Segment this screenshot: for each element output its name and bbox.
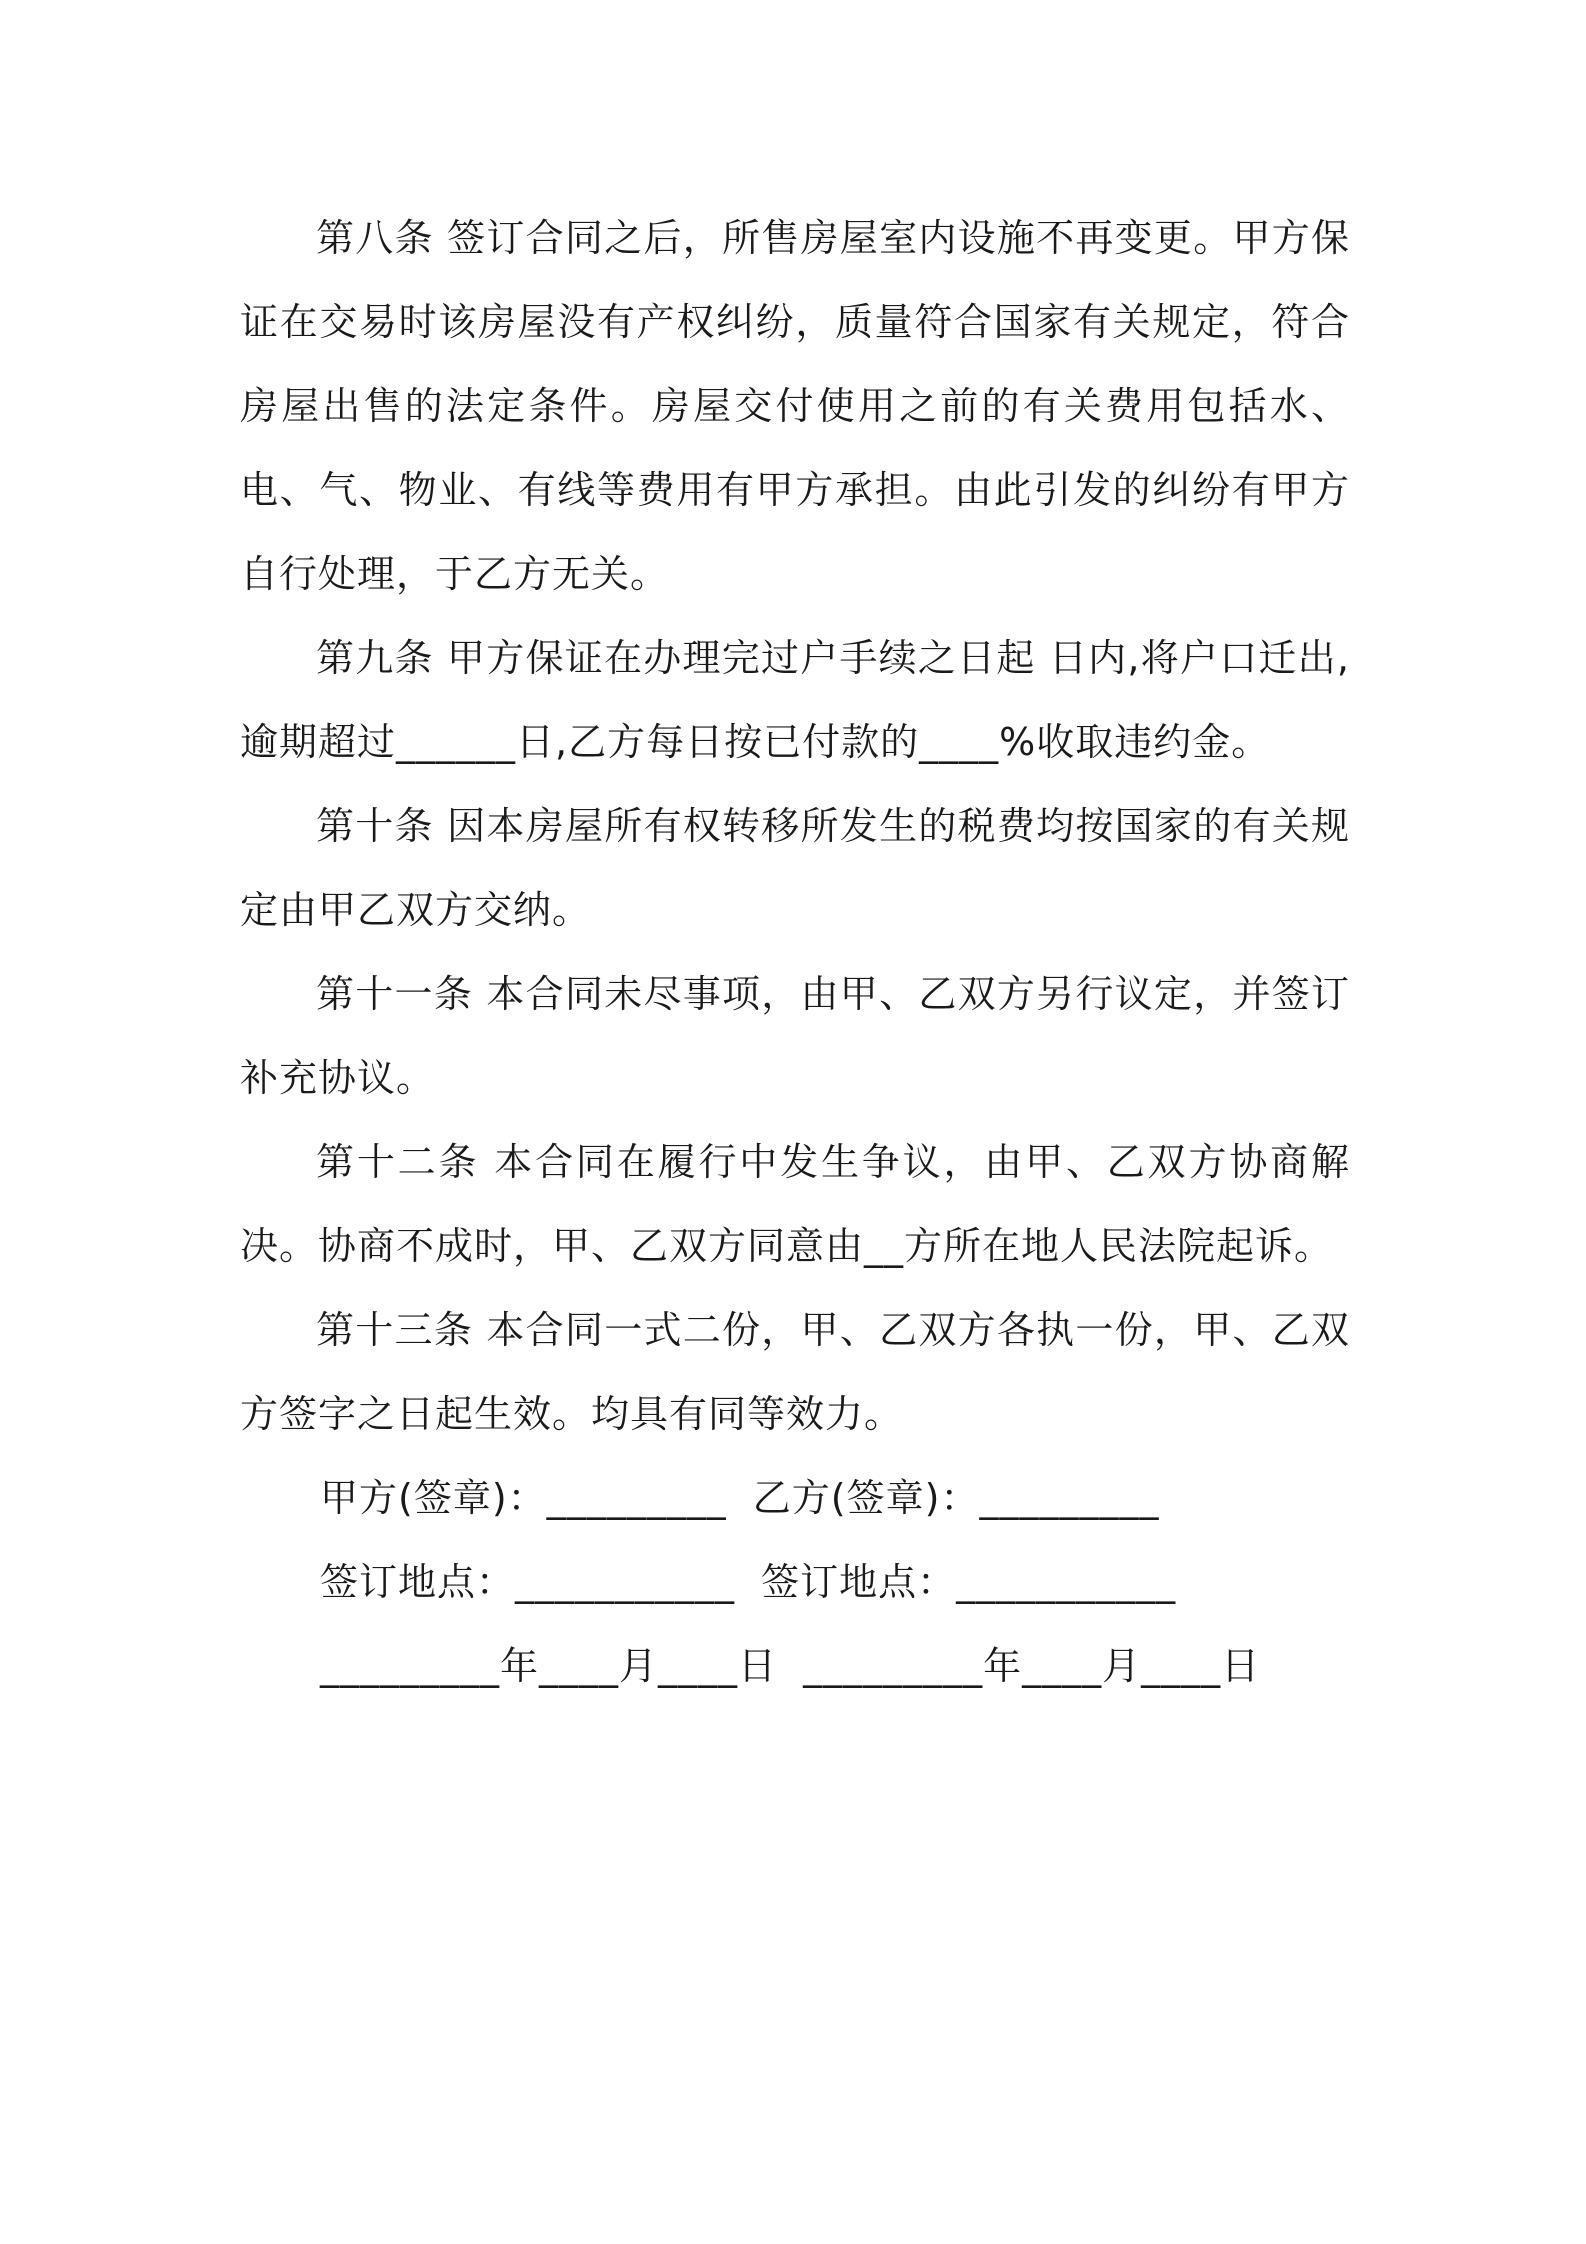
signature-party-line: 甲方(签章)：_________ 乙方(签章)：_________ xyxy=(320,1476,1160,1520)
signature-date-line: _________年____月____日 _________年____月____日 xyxy=(320,1644,1261,1688)
article-11-paragraph: 第十一条 本合同未尽事项，由甲、乙双方另行议定，并签订补充协议。 xyxy=(240,972,1350,1100)
article-8-paragraph: 第八条 签订合同之后，所售房屋室内设施不再变更。甲方保证在交易时该房屋没有产权纠纷，质量符合国家有关规定，符合房屋出售的法定条件。房屋交付使用之前的有关费用包括水、电、气、物业、有线等费用有甲方承担。由此引发的纠纷有甲方自行处理，于乙方无关。 xyxy=(240,216,1350,596)
article-12-paragraph: 第十二条 本合同在履行中发生争议，由甲、乙双方协商解决。协商不成时，甲、乙双方同意由__方所在地人民法院起诉。 xyxy=(240,1140,1350,1268)
article-13-paragraph: 第十三条 本合同一式二份，甲、乙双方各执一份，甲、乙双方签字之日起生效。均具有同等效力。 xyxy=(240,1308,1350,1436)
article-10-paragraph: 第十条 因本房屋所有权转移所发生的税费均按国家的有关规定由甲乙双方交纳。 xyxy=(240,804,1350,932)
article-9-paragraph: 第九条 甲方保证在办理完过户手续之日起 日内,将户口迁出,逾期超过______日,乙方每日按已付款的____%收取违约金。 xyxy=(240,636,1350,764)
contract-body xyxy=(240,196,1350,1708)
signature-place-line: 签订地点：___________ 签订地点：___________ xyxy=(320,1560,1177,1604)
